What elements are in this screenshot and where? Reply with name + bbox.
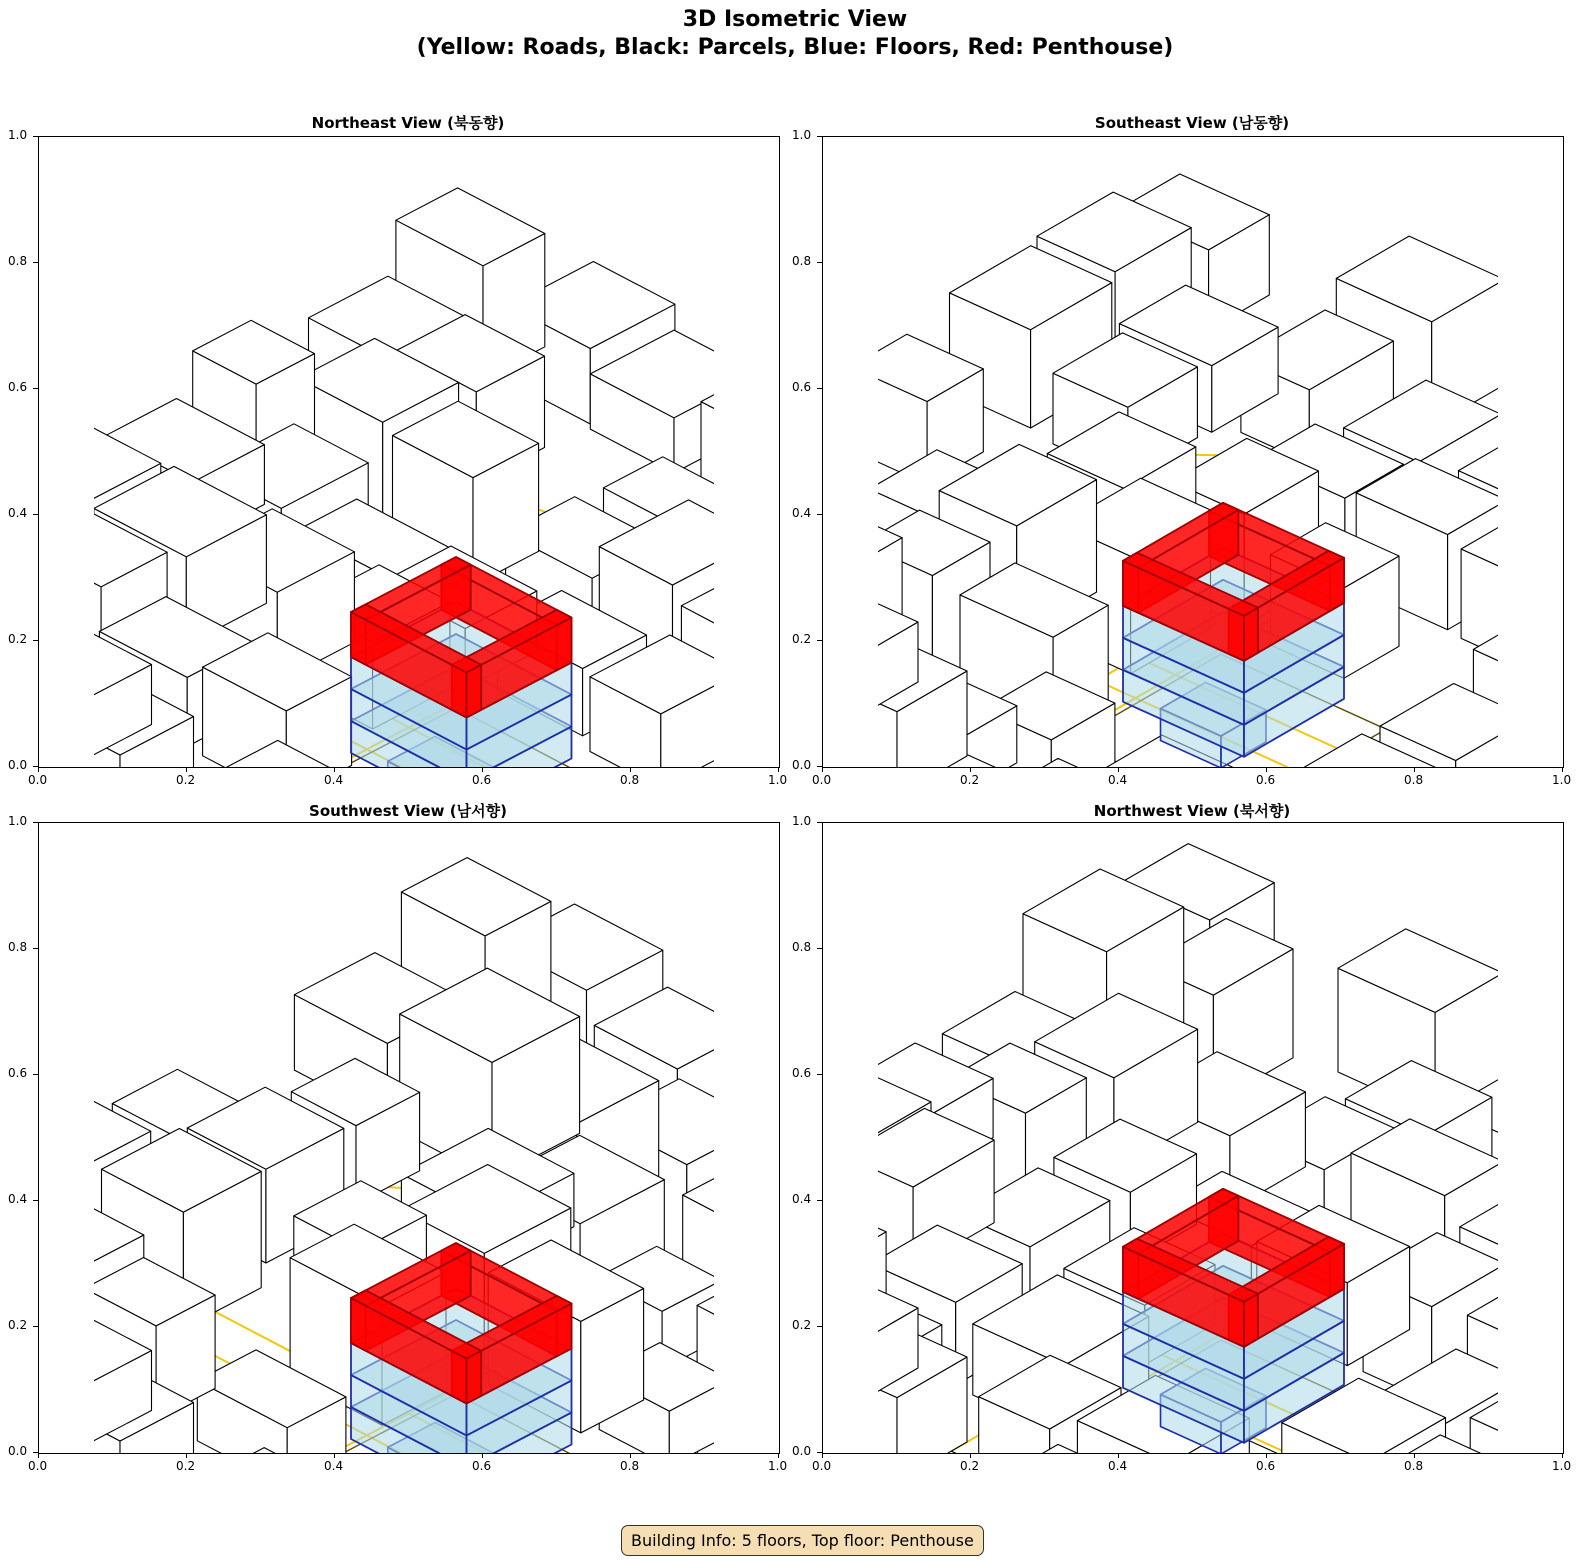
surrounding-building [823, 531, 845, 659]
x-tick [1266, 767, 1267, 772]
x-tick [482, 767, 483, 772]
y-tick [817, 1326, 822, 1327]
scene-group [823, 174, 1563, 767]
x-tick-label: 0.0 [28, 1459, 48, 1473]
y-tick-label: 0.0 [792, 1444, 812, 1458]
figure-title-line2: (Yellow: Roads, Black: Parcels, Blue: Floors, Red: Penthouse) [416, 35, 1174, 60]
x-tick-label: 0.4 [1108, 773, 1128, 787]
y-tick-label: 0.0 [792, 758, 812, 772]
surrounding-building [823, 1232, 886, 1334]
x-tick-label: 1.0 [1552, 773, 1572, 787]
surrounding-building [1557, 1223, 1563, 1371]
surrounding-building [39, 1312, 58, 1418]
scene-group [39, 858, 779, 1453]
y-tick-label: 0.8 [792, 254, 812, 268]
surrounding-building [39, 659, 89, 758]
y-tick [33, 514, 38, 515]
x-tick [970, 767, 971, 772]
x-tick-label: 0.4 [1108, 1459, 1128, 1473]
y-tick [33, 1200, 38, 1201]
x-tick-label: 0.0 [812, 773, 832, 787]
scene-northwest [823, 823, 1563, 1453]
y-tick-label: 0.8 [8, 254, 28, 268]
x-tick [630, 1453, 631, 1458]
y-tick-label: 0.2 [8, 1318, 28, 1332]
surrounding-building [1527, 329, 1563, 464]
y-tick-label: 1.0 [792, 814, 812, 828]
x-tick [1266, 1453, 1267, 1458]
y-tick-label: 1.0 [792, 128, 812, 142]
panel-title-northwest: Northwest View (북서향) [1093, 802, 1291, 820]
x-tick [334, 1453, 335, 1458]
x-tick-label: 1.0 [1552, 1459, 1572, 1473]
y-tick [33, 1326, 38, 1327]
x-tick [822, 767, 823, 772]
axes-southwest [38, 822, 780, 1454]
x-tick-label: 0.2 [960, 773, 980, 787]
y-tick [817, 136, 822, 137]
x-tick [334, 767, 335, 772]
surrounding-building [823, 731, 843, 767]
surrounding-building [823, 1106, 848, 1238]
x-tick [630, 767, 631, 772]
surrounding-building [39, 1278, 58, 1353]
y-tick-label: 0.2 [792, 1318, 812, 1332]
x-tick-label: 0.8 [620, 1459, 640, 1473]
surrounding-building [39, 542, 101, 689]
x-tick-label: 0.6 [472, 773, 492, 787]
surrounding-building [1531, 547, 1563, 671]
figure-title [0, 6, 1590, 62]
x-tick-label: 0.0 [28, 773, 48, 787]
x-tick-label: 0.8 [1404, 1459, 1424, 1473]
x-tick-label: 1.0 [768, 1459, 788, 1473]
y-tick [33, 948, 38, 949]
y-tick [817, 822, 822, 823]
surrounding-building [1561, 642, 1563, 767]
y-tick [33, 766, 38, 767]
surrounding-building [1534, 1304, 1563, 1453]
surrounding-building [39, 458, 93, 578]
surrounding-building [39, 1229, 70, 1373]
surrounding-building [39, 1128, 83, 1268]
x-tick [1118, 767, 1119, 772]
figure-title-line1: 3D Isometric View [682, 7, 908, 32]
y-tick [817, 1452, 822, 1453]
surrounding-building [708, 511, 780, 634]
surrounding-building [39, 593, 53, 672]
y-tick-label: 0.2 [8, 632, 28, 646]
axes-southeast [822, 136, 1564, 768]
scene-southwest [39, 823, 779, 1453]
y-tick-label: 0.6 [792, 380, 812, 394]
surrounding-building [823, 622, 858, 717]
surrounding-building [823, 1284, 835, 1400]
surrounding-building [704, 1077, 779, 1164]
y-tick [33, 388, 38, 389]
surrounding-building [1556, 486, 1563, 628]
x-tick [1414, 1453, 1415, 1458]
y-tick [817, 514, 822, 515]
surrounding-building [704, 1124, 779, 1218]
scene-group [39, 188, 779, 767]
x-tick [822, 1453, 823, 1458]
y-tick [817, 388, 822, 389]
x-tick-label: 0.0 [812, 1459, 832, 1473]
x-tick-label: 0.6 [472, 1459, 492, 1473]
surrounding-building [823, 1320, 876, 1439]
y-tick-label: 0.4 [792, 1192, 812, 1206]
y-tick [817, 1200, 822, 1201]
x-tick [970, 1453, 971, 1458]
surrounding-building [767, 403, 779, 530]
surrounding-building [39, 1147, 42, 1224]
surrounding-building [823, 1200, 886, 1269]
y-tick-label: 0.4 [8, 1192, 28, 1206]
surrounding-building [823, 650, 832, 744]
surrounding-building [1559, 520, 1563, 601]
y-tick [817, 262, 822, 263]
x-tick [1414, 767, 1415, 772]
y-tick-label: 0.8 [8, 940, 28, 954]
y-tick-label: 0.0 [8, 758, 28, 772]
y-tick [33, 822, 38, 823]
panel-title-southwest: Southwest View (남서향) [309, 802, 507, 820]
surrounding-building [772, 1204, 779, 1324]
surrounding-building [1519, 1028, 1563, 1141]
x-tick [38, 767, 39, 772]
x-tick [482, 1453, 483, 1458]
axes-northeast [38, 136, 780, 768]
x-tick-label: 0.4 [324, 1459, 344, 1473]
surrounding-building [1541, 1406, 1563, 1453]
surrounding-building [1552, 734, 1563, 767]
surrounding-building [1556, 447, 1563, 527]
y-tick-label: 0.4 [792, 506, 812, 520]
x-tick [1562, 767, 1563, 772]
y-tick-label: 1.0 [8, 128, 28, 142]
y-tick-label: 0.6 [8, 380, 28, 394]
y-tick [817, 1074, 822, 1075]
x-tick-label: 0.8 [620, 773, 640, 787]
surrounding-building [39, 731, 57, 767]
y-tick-label: 0.0 [8, 1444, 28, 1458]
surrounding-building [39, 1345, 89, 1444]
y-tick-label: 1.0 [8, 814, 28, 828]
building-info-box: Building Info: 5 floors, Top floor: Penthouse [621, 1525, 984, 1556]
y-tick [33, 262, 38, 263]
x-tick-label: 0.6 [1256, 1459, 1276, 1473]
x-tick [778, 767, 779, 772]
penthouse-wall [467, 1351, 482, 1404]
y-tick-label: 0.4 [8, 506, 28, 520]
y-tick [817, 766, 822, 767]
x-tick-label: 0.2 [176, 773, 196, 787]
panel-title-southeast: Southeast View (남동향) [1094, 114, 1290, 132]
surrounding-building [1549, 1139, 1563, 1220]
surrounding-building [1549, 464, 1563, 581]
surrounding-building [39, 478, 60, 623]
scene-northeast [39, 137, 779, 767]
y-tick [33, 136, 38, 137]
scene-southeast [823, 137, 1563, 767]
surrounding-building [39, 1189, 42, 1313]
surrounding-building [823, 1421, 839, 1453]
surrounding-building [823, 1308, 858, 1403]
y-tick-label: 0.6 [8, 1066, 28, 1080]
surrounding-building [823, 1244, 835, 1331]
x-tick-label: 0.2 [176, 1459, 196, 1473]
x-tick-label: 1.0 [768, 773, 788, 787]
surrounding-building [1562, 420, 1563, 519]
surrounding-building [823, 1384, 864, 1453]
panel-title-northeast: Northeast View (북동향) [311, 114, 505, 132]
surrounding-building [39, 1448, 86, 1454]
x-tick-label: 0.2 [960, 1459, 980, 1473]
surrounding-building [39, 627, 53, 740]
surrounding-building [761, 610, 779, 741]
x-tick-label: 0.8 [1404, 773, 1424, 787]
surrounding-building [1559, 568, 1563, 709]
y-tick-label: 0.8 [792, 940, 812, 954]
y-tick [817, 640, 822, 641]
x-tick [186, 1453, 187, 1458]
axes-northwest [822, 822, 1564, 1454]
surrounding-building [39, 687, 57, 767]
x-tick [186, 767, 187, 772]
surrounding-building [39, 440, 60, 524]
x-tick-label: 0.6 [1256, 773, 1276, 787]
penthouse-wall [1244, 608, 1258, 661]
y-tick-label: 0.6 [792, 1066, 812, 1080]
surrounding-building [1562, 387, 1563, 462]
x-tick [1562, 1453, 1563, 1458]
y-tick-label: 0.2 [792, 632, 812, 646]
penthouse-wall [467, 665, 482, 718]
y-tick [33, 1074, 38, 1075]
x-tick [778, 1453, 779, 1458]
y-tick [817, 948, 822, 949]
y-tick [33, 640, 38, 641]
surrounding-building [708, 465, 780, 551]
x-tick [1118, 1453, 1119, 1458]
x-tick-label: 0.4 [324, 773, 344, 787]
surrounding-building [1549, 1186, 1563, 1292]
x-tick [38, 1453, 39, 1458]
scene-group [823, 844, 1563, 1453]
y-tick [33, 1452, 38, 1453]
penthouse-wall [1244, 1294, 1258, 1347]
